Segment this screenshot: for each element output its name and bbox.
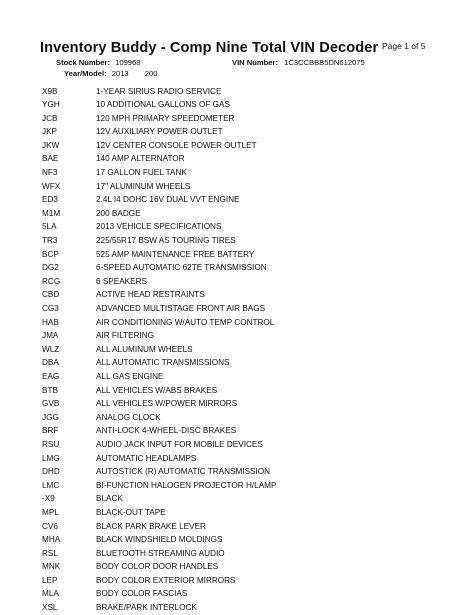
stock-number-value: 109968 [115, 58, 141, 67]
option-row [42, 302, 442, 316]
option-code: MLA [42, 589, 59, 599]
option-code: DHD [42, 467, 60, 477]
option-row [42, 180, 442, 194]
option-code: -X9 [42, 494, 55, 504]
option-code: RCG [42, 276, 61, 286]
option-code: CBD [42, 290, 60, 300]
option-row [42, 411, 442, 425]
option-row [42, 125, 442, 139]
option-description: AUTOMATIC HEADLAMPS [96, 453, 197, 463]
option-row [42, 152, 442, 166]
option-code: MHA [42, 535, 61, 545]
option-row [42, 220, 442, 234]
option-code: RSL [42, 548, 58, 558]
option-code-list [42, 85, 442, 615]
vin-number-value: 1C3CCBBB5DN612075 [284, 58, 365, 67]
option-code: TR3 [42, 236, 58, 246]
option-row [42, 275, 442, 289]
option-description: ALL VEHICLES W/POWER MIRRORS [96, 399, 238, 409]
option-description: BODY COLOR EXTERIOR MIRRORS [96, 575, 236, 585]
option-row [42, 397, 442, 411]
option-description: 1-YEAR SIRIUS RADIO SERVICE [96, 86, 222, 96]
option-description: 525 AMP MAINTENANCE FREE BATTERY [96, 249, 255, 259]
option-code: RSU [42, 439, 60, 449]
option-description: ACTIVE HEAD RESTRAINTS [96, 290, 205, 300]
option-description: BLACK WINDSHIELD MOLDINGS [96, 535, 223, 545]
option-row [42, 139, 442, 153]
option-row [42, 520, 442, 534]
option-code: CV6 [42, 521, 58, 531]
option-row [42, 479, 442, 493]
option-row [42, 112, 442, 126]
option-row [42, 248, 442, 262]
option-description: 17" ALUMINUM WHEELS [96, 181, 191, 191]
option-description: 12V AUXILIARY POWER OUTLET [96, 127, 223, 137]
option-row [42, 166, 442, 180]
option-code: ED3 [42, 195, 58, 205]
option-code: JMA [42, 331, 59, 341]
year-model-label: Year/Model: [64, 69, 107, 78]
option-code: XSL [42, 603, 58, 613]
option-row [42, 343, 442, 357]
vin-number-label: VIN Number: [232, 58, 278, 67]
option-description: AIR FILTERING [96, 331, 155, 341]
option-row [42, 207, 442, 221]
option-row [42, 384, 442, 398]
option-description: BLACK-OUT TAPE [96, 507, 166, 517]
option-description: 6 SPEAKERS [96, 276, 147, 286]
option-row [42, 356, 442, 370]
option-code: YGH [42, 100, 60, 110]
document-title: Inventory Buddy - Comp Nine Total VIN Decoder [40, 40, 379, 56]
option-description: AUTOSTICK (R) AUTOMATIC TRANSMISSION [96, 467, 271, 477]
option-code: WFX [42, 181, 61, 191]
option-code: 5LA [42, 222, 57, 232]
option-code: WLZ [42, 344, 60, 354]
option-code: M1M [42, 208, 61, 218]
option-description: 12V CENTER CONSOLE POWER OUTLET [96, 140, 257, 150]
option-description: ALL VEHICLES W/ABS BRAKES [96, 385, 218, 395]
option-row [42, 560, 442, 574]
option-row [42, 587, 442, 601]
option-description: 2013 VEHICLE SPECIFICATIONS [96, 222, 222, 232]
option-row [42, 574, 442, 588]
option-code: BRF [42, 426, 59, 436]
option-description: 10 ADDITIONAL GALLONS OF GAS [96, 100, 230, 110]
option-row [42, 85, 442, 99]
option-code: LEP [42, 575, 58, 585]
option-code: EAG [42, 371, 60, 381]
option-row [42, 193, 442, 207]
option-code: MPL [42, 507, 59, 517]
option-row [42, 370, 442, 384]
model-value: 200 [144, 69, 158, 78]
vin-number [232, 58, 365, 67]
option-code: GVB [42, 399, 60, 409]
option-code: CG3 [42, 304, 59, 313]
option-description: BRAKE/PARK INTERLOCK [96, 603, 197, 613]
option-row [42, 234, 442, 248]
option-description: ADVANCED MULTISTAGE FRONT AIR BAGS [96, 304, 266, 313]
option-row [42, 601, 442, 615]
option-description: 140 AMP ALTERNATOR [96, 154, 185, 164]
option-description: 2.4L I4 DOHC 16V DUAL VVT ENGINE [96, 195, 240, 205]
option-row [42, 261, 442, 275]
option-code: LMC [42, 480, 60, 490]
option-row [42, 316, 442, 330]
option-description: AIR CONDITIONING W/AUTO TEMP CONTROL [96, 317, 275, 327]
option-description: 120 MPH PRIMARY SPEEDOMETER [96, 113, 235, 123]
stock-number [56, 58, 140, 67]
option-row [42, 424, 442, 438]
option-description: BLACK [96, 494, 123, 504]
option-row [42, 547, 442, 561]
option-description: BLUETOOTH STREAMING AUDIO [96, 548, 225, 558]
option-row [42, 452, 442, 466]
option-description: BODY COLOR DOOR HANDLES [96, 562, 219, 572]
option-row [42, 329, 442, 343]
option-code: HAB [42, 317, 59, 327]
option-code: BCP [42, 249, 59, 259]
option-description: ANTI-LOCK 4-WHEEL-DISC BRAKES [96, 426, 237, 436]
option-code: BTB [42, 385, 58, 395]
option-code: JKW [42, 140, 60, 150]
option-code: DG2 [42, 263, 59, 273]
option-code: MNK [42, 562, 61, 572]
option-code: NF3 [42, 168, 58, 178]
option-code: JCB [42, 113, 58, 123]
page-number: Page 1 of 5 [382, 41, 426, 51]
option-code: DBA [42, 358, 59, 368]
option-code: X9B [42, 86, 58, 96]
option-description: 200 BADGE [96, 208, 141, 218]
option-code: BAE [42, 154, 59, 164]
option-description: AUDIO JACK INPUT FOR MOBILE DEVICES [96, 439, 263, 449]
option-row [42, 506, 442, 520]
option-description: BLACK PARK BRAKE LEVER [96, 521, 206, 531]
option-description: BI-FUNCTION HALOGEN PROJECTOR H/LAMP [96, 480, 277, 490]
option-row [42, 533, 442, 547]
option-code: JGG [42, 412, 59, 422]
option-description: ALL ALUMINUM WHEELS [96, 344, 193, 354]
option-description: BODY COLOR FASCIAS [96, 589, 188, 599]
option-row [42, 465, 442, 479]
option-row [42, 492, 442, 506]
option-description: 225/55R17 BSW AS TOURING TIRES [96, 236, 236, 246]
stock-number-label: Stock Number: [56, 58, 111, 67]
option-description: 17 GALLON FUEL TANK [96, 168, 187, 178]
option-code: JKP [42, 127, 58, 137]
option-description: 6-SPEED AUTOMATIC 62TE TRANSMISSION [96, 263, 267, 273]
option-row [42, 438, 442, 452]
option-row [42, 98, 442, 112]
option-row [42, 288, 442, 302]
option-description: ALL AUTOMATIC TRANSMISSIONS [96, 358, 230, 368]
year-value: 2013 [111, 69, 129, 78]
option-description: ALL GAS ENGINE [96, 371, 164, 381]
option-code: LMG [42, 453, 60, 463]
year-model [64, 69, 157, 78]
option-description: ANALOG CLOCK [96, 412, 161, 422]
